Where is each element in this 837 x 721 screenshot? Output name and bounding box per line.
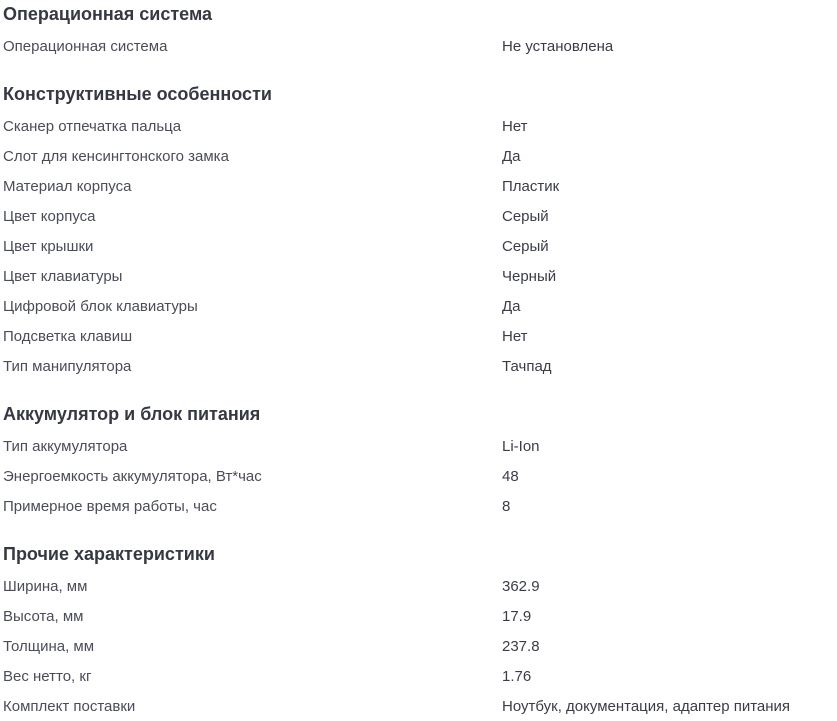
spec-label: Высота, мм [3, 608, 84, 625]
spec-label: Тип аккумулятора [3, 438, 128, 455]
spec-value: Пластик [502, 178, 560, 195]
spec-row [0, 146, 837, 168]
section-title-os: Операционная система [3, 4, 213, 24]
spec-value: Ноутбук, документация, адаптер питания [502, 698, 791, 715]
spec-row [0, 496, 837, 518]
spec-label: Операционная система [3, 38, 168, 55]
spec-row [0, 696, 837, 718]
section-title-battery: Аккумулятор и блок питания [3, 404, 261, 424]
spec-row [0, 576, 837, 598]
spec-row [0, 36, 837, 58]
spec-row [0, 666, 837, 688]
spec-label: Цифровой блок клавиатуры [3, 298, 198, 315]
spec-row [0, 606, 837, 628]
spec-value: 1.76 [502, 668, 532, 685]
spec-label: Ширина, мм [3, 578, 88, 595]
spec-row [0, 206, 837, 228]
spec-label: Комплект поставки [3, 698, 136, 715]
spec-value: Да [502, 298, 521, 315]
spec-row [0, 176, 837, 198]
spec-label: Толщина, мм [3, 638, 95, 655]
spec-row [0, 356, 837, 378]
spec-value: Серый [502, 208, 549, 225]
spec-value: Серый [502, 238, 549, 255]
spec-value: 362.9 [502, 578, 540, 595]
spec-label: Цвет крышки [3, 238, 94, 255]
spec-row [0, 436, 837, 458]
spec-value: 8 [502, 498, 511, 515]
spec-label: Подсветка клавиш [3, 328, 133, 345]
spec-value: 237.8 [502, 638, 540, 655]
spec-row [0, 636, 837, 658]
spec-value: Да [502, 148, 521, 165]
spec-value: Нет [502, 328, 528, 345]
spec-row [0, 326, 837, 348]
spec-value: Не установлена [502, 38, 614, 55]
spec-value: Черный [502, 268, 557, 285]
spec-label: Вес нетто, кг [3, 668, 92, 685]
spec-label: Цвет клавиатуры [3, 268, 123, 285]
spec-label: Тип манипулятора [3, 358, 132, 375]
spec-label: Сканер отпечатка пальца [3, 118, 182, 135]
spec-value: 48 [502, 468, 519, 485]
spec-label: Примерное время работы, час [3, 498, 217, 515]
spec-label: Энергоемкость аккумулятора, Вт*час [3, 468, 262, 485]
spec-value: Li-Ion [502, 438, 540, 455]
spec-label: Цвет корпуса [3, 208, 96, 225]
spec-row [0, 266, 837, 288]
spec-row [0, 236, 837, 258]
spec-value: Нет [502, 118, 528, 135]
spec-row [0, 466, 837, 488]
spec-row [0, 296, 837, 318]
spec-label: Слот для кенсингтонского замка [3, 148, 229, 165]
spec-value: 17.9 [502, 608, 532, 625]
section-title-design: Конструктивные особенности [3, 84, 272, 104]
spec-row [0, 116, 837, 138]
spec-label: Материал корпуса [3, 178, 132, 195]
spec-value: Тачпад [502, 358, 552, 375]
section-title-other: Прочие характеристики [3, 544, 215, 564]
